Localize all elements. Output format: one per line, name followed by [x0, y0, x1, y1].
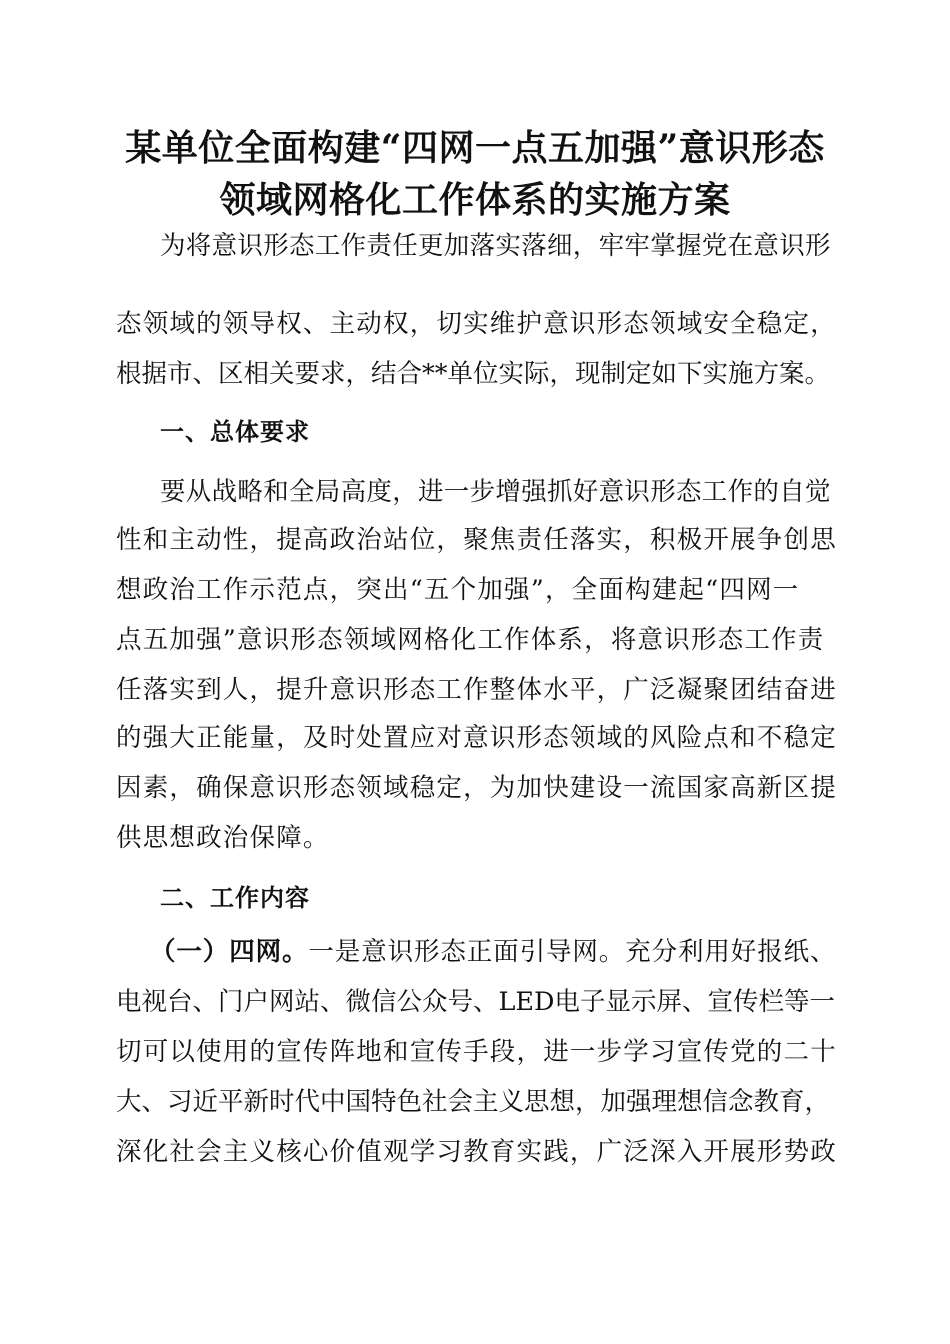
section1-paragraph-line: 的强大正能量，及时处置应对意识形态领域的风险点和不稳定 — [116, 723, 837, 753]
intro-paragraph-line: 根据市、区相关要求，结合**单位实际，现制定如下实施方案。 — [116, 359, 831, 389]
section1-paragraph-line: 任落实到人，提升意识形态工作整体水平，广泛凝聚团结奋进 — [116, 675, 837, 705]
subsection1-paragraph-line: 深化社会主义核心价值观学习教育实践，广泛深入开展形势政 — [116, 1137, 837, 1167]
section-heading-general-requirements: 一、总体要求 — [160, 418, 310, 446]
subsection1-paragraph-line: 电视台、门户网站、微信公众号、LED电子显示屏、宣传栏等一 — [116, 987, 835, 1017]
section1-paragraph-line: 因素，确保意识形态领域稳定，为加快建设一流国家高新区提 — [116, 773, 837, 803]
section1-paragraph-line: 供思想政治保障。 — [116, 823, 330, 853]
section1-paragraph-line: 想政治工作示范点，突出“五个加强”，全面构建起“四网一 — [116, 575, 800, 605]
section1-paragraph-line: 要从战略和全局高度，进一步增强抓好意识形态工作的自觉 — [160, 477, 831, 507]
document-title-line-2: 领域网格化工作体系的实施方案 — [219, 179, 731, 221]
intro-paragraph-line: 为将意识形态工作责任更加落实落细，牢牢掌握党在意识形 — [160, 231, 831, 261]
subsection1-paragraph-line: 大、习近平新时代中国特色社会主义思想，加强理想信念教育， — [116, 1087, 831, 1117]
section1-paragraph-line: 性和主动性，提高政治站位，聚焦责任落实，积极开展争创思 — [116, 525, 837, 555]
document-title-line-1: 某单位全面构建“四网一点五加强”意识形态 — [125, 127, 825, 169]
subsection1-first-line-text: 一是意识形态正面引导网。充分利用好报纸、 — [308, 937, 837, 967]
section-heading-work-content: 二、工作内容 — [160, 884, 310, 912]
section1-paragraph-line: 点五加强”意识形态领域网格化工作体系，将意识形态工作责 — [116, 625, 825, 655]
intro-paragraph-line: 态领域的领导权、主动权，切实维护意识形态领域安全稳定， — [116, 309, 837, 339]
subsection1-first-line — [150, 934, 840, 970]
subsection1-label: （一）四网。 — [150, 937, 309, 967]
subsection1-paragraph-line: 切可以使用的宣传阵地和宣传手段，进一步学习宣传党的二十 — [116, 1037, 837, 1067]
